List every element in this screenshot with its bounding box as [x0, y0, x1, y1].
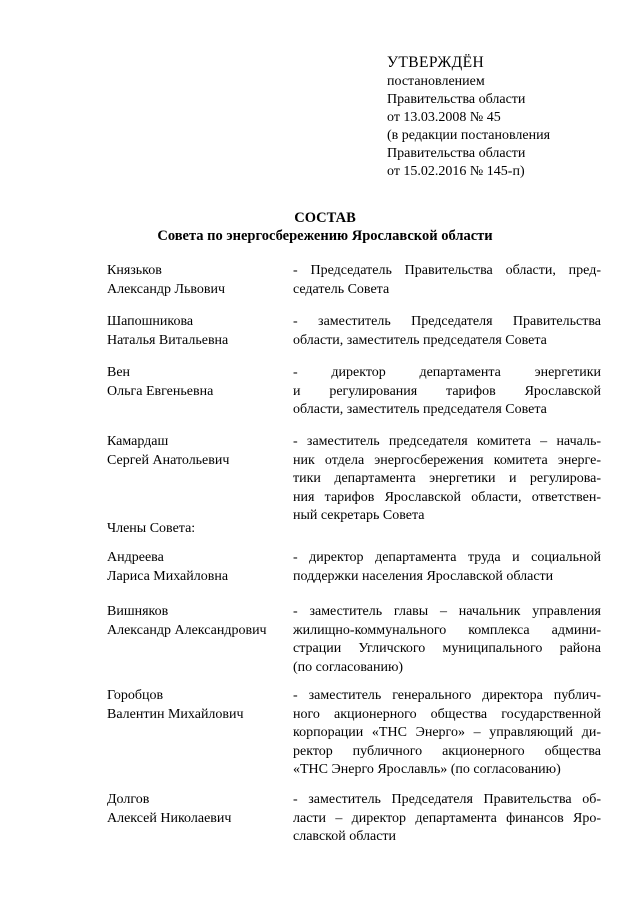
- approval-line: (в редакции постановления: [387, 128, 551, 143]
- member-name: [107, 687, 287, 724]
- member-role: [293, 687, 601, 780]
- member-surname: Вишняков: [107, 604, 169, 619]
- role-line: ник отдела энергосбережения комитета энерге-: [293, 452, 601, 468]
- member-surname: Вен: [107, 365, 131, 380]
- role-line: седатель Совета: [293, 281, 390, 297]
- member-role: [293, 549, 601, 586]
- role-line: - директор департамента труда и социальной: [293, 550, 601, 565]
- role-line: славской области: [293, 829, 397, 844]
- member-name: [107, 313, 287, 350]
- role-line: - заместитель Председателя Правительства об-: [293, 792, 601, 807]
- member-name: [107, 433, 287, 470]
- role-line: области, заместитель председателя Совета: [293, 332, 547, 348]
- member-role: [293, 262, 601, 299]
- member-surname: Шапошникова: [107, 314, 194, 329]
- approval-stamp: [387, 54, 627, 181]
- member-given-name: Лариса Михайловна: [107, 568, 229, 584]
- approval-line: постановлением: [387, 74, 485, 89]
- role-line: - директор департамента энергетики: [293, 365, 601, 380]
- approval-heading: УТВЕРЖДЁН: [387, 54, 485, 71]
- role-line: ректор публичного акционерного общества: [293, 743, 601, 759]
- title-subline: Совета по энергосбережению Ярославской области: [157, 228, 493, 244]
- member-given-name: Валентин Михайлович: [107, 706, 244, 722]
- member-surname: Долгов: [107, 792, 150, 807]
- member-given-name: Александр Александрович: [107, 622, 267, 638]
- approval-date-line: от 15.02.2016 № 145-п): [387, 164, 525, 179]
- member-role: [293, 313, 601, 350]
- member-role: [293, 433, 601, 526]
- role-line: тики департамента энергетики и регулирова-: [293, 471, 601, 486]
- approval-line: Правительства области: [387, 146, 526, 161]
- member-given-name: Наталья Витальевна: [107, 332, 229, 348]
- role-line: ного акционерного общества государственной: [293, 706, 601, 722]
- member-name: [107, 364, 287, 401]
- role-line: (по согласованию): [293, 659, 404, 675]
- member-role: [293, 791, 601, 847]
- member-given-name: Алексей Николаевич: [107, 810, 232, 826]
- role-line: и регулирования тарифов Ярославской: [293, 383, 601, 399]
- role-line: ный секретарь Совета: [293, 508, 425, 523]
- member-role: [293, 364, 601, 420]
- member-role: [293, 603, 601, 677]
- role-line: области, заместитель председателя Совета: [293, 402, 547, 417]
- member-name: [107, 603, 287, 640]
- member-surname: Камардаш: [107, 434, 169, 449]
- member-surname: Горобцов: [107, 688, 164, 703]
- member-given-name: Сергей Анатольевич: [107, 452, 230, 468]
- role-line: ласти – директор департамента финансов Яро-: [293, 810, 601, 826]
- member-surname: Андреева: [107, 550, 164, 565]
- approval-line: Правительства области: [387, 92, 526, 107]
- role-line: - заместитель главы – начальник управления: [293, 604, 601, 619]
- member-given-name: Александр Львович: [107, 281, 226, 297]
- role-line: ния тарифов Ярославской области, ответствен-: [293, 489, 601, 505]
- role-line: поддержки населения Ярославской области: [293, 568, 554, 584]
- member-given-name: Ольга Евгеньевна: [107, 383, 214, 399]
- title-line: СОСТАВ: [294, 210, 356, 226]
- role-line: жилищно-коммунального комплекса админи-: [293, 622, 601, 638]
- role-line: корпорации «ТНС Энерго» – управляющий ди-: [293, 725, 601, 740]
- role-line: - заместитель председателя комитета – началь-: [293, 434, 601, 449]
- role-line: страции Угличского муниципального района: [293, 641, 601, 656]
- member-surname: Князьков: [107, 263, 162, 278]
- role-line: - заместитель генерального директора публич-: [293, 688, 601, 703]
- document-title: [100, 209, 550, 245]
- member-name: [107, 791, 287, 828]
- approval-date-line: от 13.03.2008 № 45: [387, 110, 501, 125]
- role-line: - заместитель Председателя Правительства: [293, 314, 601, 329]
- member-name: [107, 262, 287, 299]
- role-line: - Председатель Правительства области, пред-: [293, 263, 601, 278]
- role-line: «ТНС Энерго Ярославль» (по согласованию): [293, 762, 561, 777]
- members-heading: Члены Совета:: [107, 521, 196, 536]
- member-name: [107, 549, 287, 586]
